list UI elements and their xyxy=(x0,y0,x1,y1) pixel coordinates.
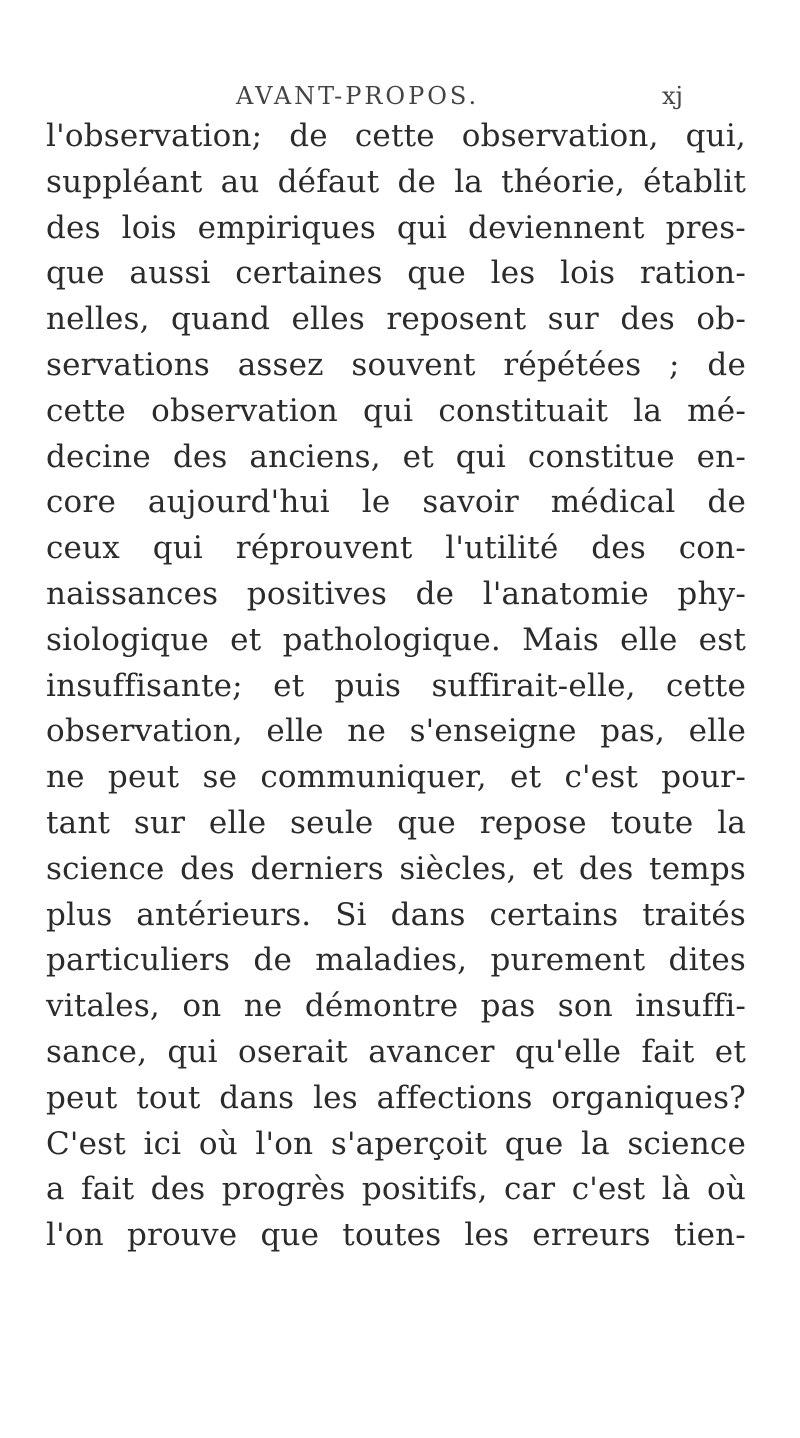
text-line: servations assez souvent répétées ; de xyxy=(46,346,746,383)
text-line: naissances positives de l'anatomie phy- xyxy=(46,575,746,612)
text-line: l'on prouve que toutes les erreurs tien- xyxy=(46,1217,746,1254)
text-line: tant sur elle seule que repose toute la xyxy=(46,804,746,841)
text-line: decine des anciens, et qui constitue en- xyxy=(46,438,746,475)
body-text xyxy=(46,114,746,1259)
text-line: a fait des progrès positifs, car c'est là où xyxy=(46,1171,746,1208)
text-line: nelles, quand elles reposent sur des ob- xyxy=(46,301,746,338)
text-line: C'est ici où l'on s'aperçoit que la science xyxy=(46,1125,746,1162)
text-line: plus antérieurs. Si dans certains traités xyxy=(46,896,746,933)
text-line: science des derniers siècles, et des temps xyxy=(46,850,746,887)
text-line: observation, elle ne s'enseigne pas, elle xyxy=(46,713,746,750)
text-line: vitales, on ne démontre pas son insuffi- xyxy=(46,988,746,1025)
text-line: cette observation qui constituait la mé- xyxy=(46,392,746,429)
text-line: ne peut se communiquer, et c'est pour- xyxy=(46,759,746,796)
text-line: suppléant au défaut de la théorie, établit xyxy=(46,163,746,200)
text-line: siologique et pathologique. Mais elle est xyxy=(46,621,746,658)
running-title: AVANT-PROPOS. xyxy=(236,82,480,110)
text-line: particuliers de maladies, purement dites xyxy=(46,942,746,979)
text-line: ceux qui réprouvent l'utilité des con- xyxy=(46,530,746,567)
text-line: peut tout dans les affections organiques? xyxy=(46,1079,746,1116)
text-line: insuffisante; et puis suffirait-elle, cette xyxy=(46,667,746,704)
text-line: des lois empiriques qui deviennent pres- xyxy=(46,209,746,246)
text-line: sance, qui oserait avancer qu'elle fait et xyxy=(46,1033,746,1070)
page-number: xj xyxy=(662,82,683,110)
text-line: core aujourd'hui le savoir médical de xyxy=(46,484,746,521)
text-line: l'observation; de cette observation, qui, xyxy=(46,118,746,154)
text-line: que aussi certaines que les lois ration- xyxy=(46,255,746,292)
